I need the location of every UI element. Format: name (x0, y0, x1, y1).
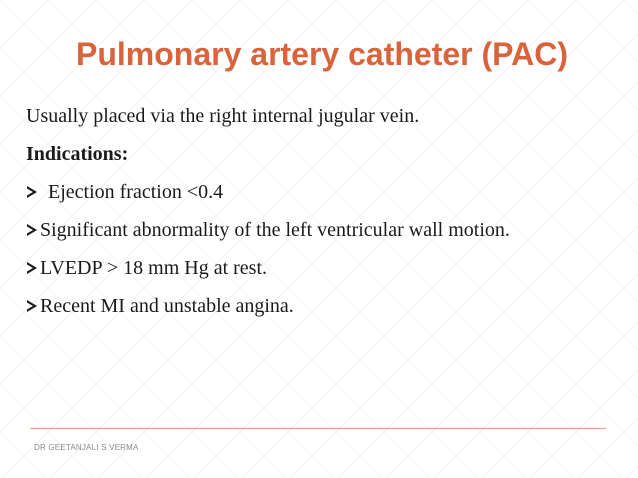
slide-title: Pulmonary artery catheter (PAC) (76, 36, 568, 72)
bullet-item (26, 218, 626, 242)
arrow-right-icon (26, 261, 38, 275)
slide-body (26, 104, 626, 332)
bullet-text: LVEDP > 18 mm Hg at rest. (40, 257, 268, 279)
bullet-item (26, 180, 626, 204)
indications-heading: Indications: (26, 143, 129, 165)
intro-text: Usually placed via the right internal jugular vein. (26, 105, 420, 127)
bullet-item (26, 294, 626, 318)
bullet-text: Significant abnormality of the left ventricular wall motion. (40, 219, 510, 241)
arrow-right-icon (26, 299, 38, 313)
footer-author: DR GEETANJALI S VERMA (34, 443, 139, 452)
footer-divider (30, 428, 606, 429)
bullet-item (26, 256, 626, 280)
arrow-right-icon (26, 185, 38, 199)
bullet-text: Recent MI and unstable angina. (40, 295, 294, 317)
bullet-text: Ejection fraction <0.4 (48, 181, 224, 203)
arrow-right-icon (26, 223, 38, 237)
